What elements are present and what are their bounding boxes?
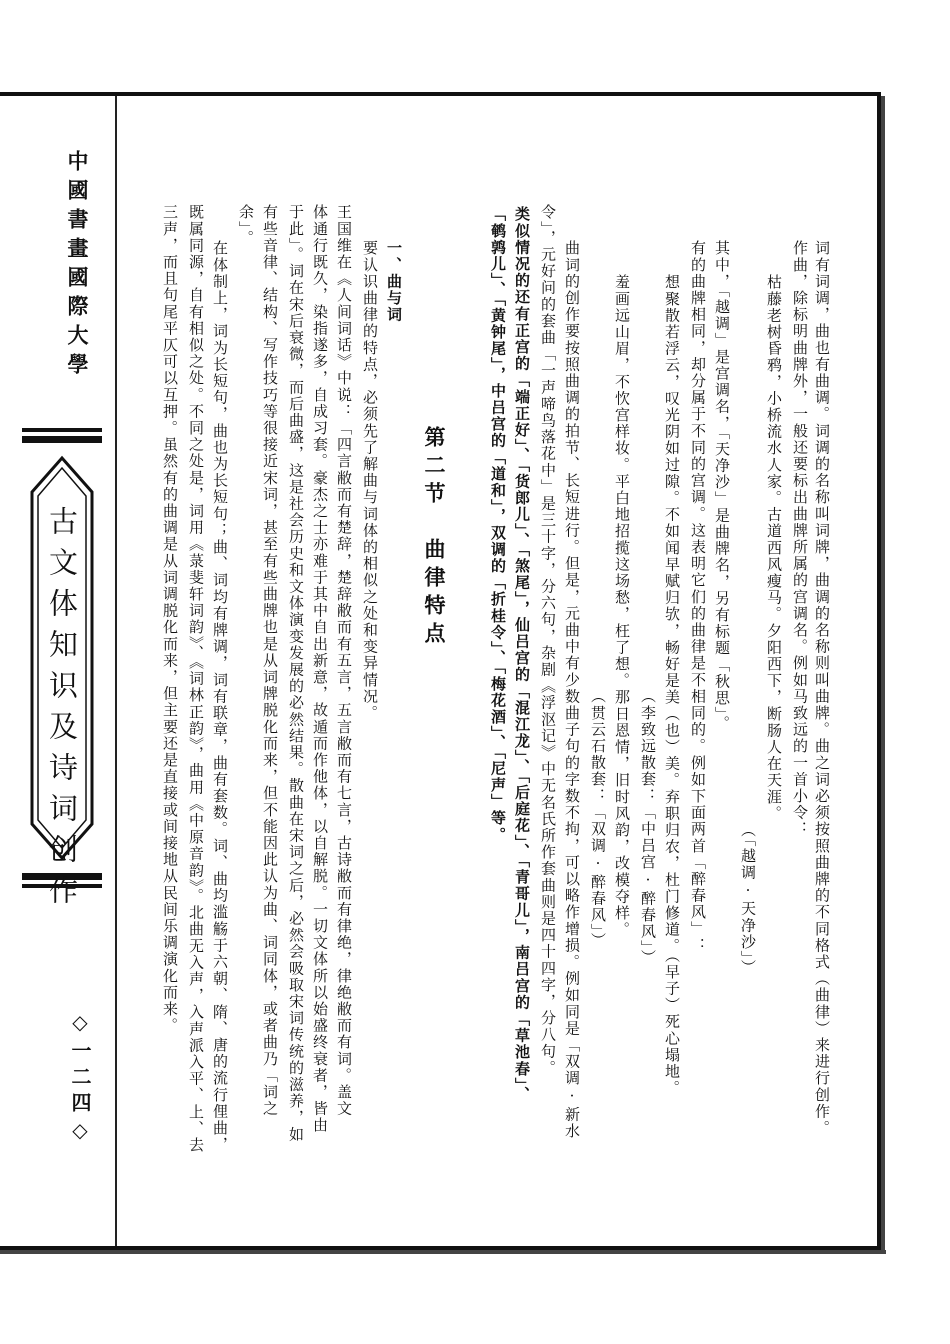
text-column: 要认识曲律的特点，必须先了解曲与词体的相似之处和变异情况。 [361,240,379,722]
title-bar-top-thick [22,436,102,443]
text-column: （李致远散套：「中吕宫·醉春风」） [639,688,657,966]
text-column: 词有词调，曲也有曲调。词调的名称叫词牌，曲调的名称则叫曲牌。曲之词必须按照曲牌的不同格式（曲律）来进行创作。 [813,240,831,1137]
text-column: 想聚散若浮云，叹光阴如过隙。不如闻早赋归欤，畅好是美（也）美。弃职归农，杜门修道。（早子）死心塌地。 [663,274,681,1097]
sidebar-divider [115,96,117,1246]
text-column: 王国维在《人间词话》中说：「四言敝而有楚辞，楚辞敝而有五言，五言敝而有七言，古诗敝而有律绝，律绝敝而有词。盖文 [335,204,353,1117]
text-column: 作曲，除标明曲牌外，一般还要标出曲牌所属的宫调名。例如马致远的一首小令： [791,240,809,838]
section-heading: 第二节 曲律特点 [422,426,447,650]
text-column: 于此」。词在宋后衰微，而后曲盛，这是社会历史和文体演变发展的必然结果。散曲在宋词之后，必然会吸取宋词传统的滋养，如 [287,204,305,1143]
text-column: 有的曲牌相同，却分属于不同的宫调。这表明它们的曲律是不相同的。例如下面两首「醉春风」： [689,240,707,954]
page-frame [0,92,881,1250]
text-column: 「鹌鹑儿」、「黄钟尾」，中吕宫的「道和」，双调的「折桂令」、「梅花酒」、「尼声」等。 [489,206,507,844]
text-column: 其中，「越调」是宫调名，「天净沙」是曲牌名，另有标题「秋思」。 [713,240,731,733]
title-bar-top-thin [22,428,102,432]
university-name: 中國書畫國際大學 [65,150,90,382]
text-column: 曲词的创作要按照曲调的拍节、长短进行。但是，元曲中有少数曲子句的字数不拘，可以略作增损。例如同是「双调·新水 [563,240,581,1140]
subsection-heading: 一、曲与词 [385,240,403,323]
frame-shadow-bottom [0,1250,886,1254]
text-column: 在体制上，词为长短句，曲也为长短句；曲、词均有牌调，词有联章，曲有套数。词、曲均滥觞于六朝、隋、唐的流行俚曲， [211,240,229,1153]
text-column: 既属同源，自有相似之处。不同之处是，词用《菉斐轩词韵》、《词林正韵》，曲用《中原音韵》。北曲无入声，入声派入平、上、去 [187,204,205,1154]
text-column: 三声，而且句尾平仄可以互押。虽然有的曲调是从词调脱化而来，但主要还是直接或间接地从民间乐调演化而来。 [161,204,179,1034]
text-column: 类似情况的还有正宫的「端正好」、「货郎儿」、「煞尾」，仙吕宫的「混江龙」、「后庭花」、「青哥儿」，南吕宫的「草池春」、 [513,206,531,1103]
book-title: 古文体知识及诗词创作 [45,506,79,916]
text-column: 余」。 [237,204,255,247]
text-column: 有些音律、结构、写作技巧等很接近宋词，甚至有些曲牌也是从词牌脱化而来，但不能因此认为曲、词同体，或者曲乃「词之 [261,204,279,1117]
text-column: （贯云石散套：「双调·醉春风」） [589,688,607,950]
text-column: 体通行既久，染指遂多，自成习套。豪杰之士亦难于其中自出新意，故遁而作他体，以自解脱。一切文体所以始盛终衰者，皆由 [311,204,329,1134]
text-column: 羞画远山眉，不忺宫样妆。平白地招揽这场愁，枉了想。那日恩情，旧时风韵，改模夺样。 [613,274,631,938]
text-column: （「越调·天净沙」） [739,822,757,976]
frame-shadow-right [881,96,885,1254]
page-number: ◇一二四◇ [68,1010,92,1148]
text-column: 令」，元好问的套曲「一声啼鸟落花中」是三十字，分六句，杂剧《浮沤记》中无名氏所作套曲则是四十四字，分八句。 [539,204,557,1077]
text-column: 枯藤老树昏鸦，小桥流水人家。古道西风瘦马。夕阳西下，断肠人在天涯。 [765,274,783,822]
